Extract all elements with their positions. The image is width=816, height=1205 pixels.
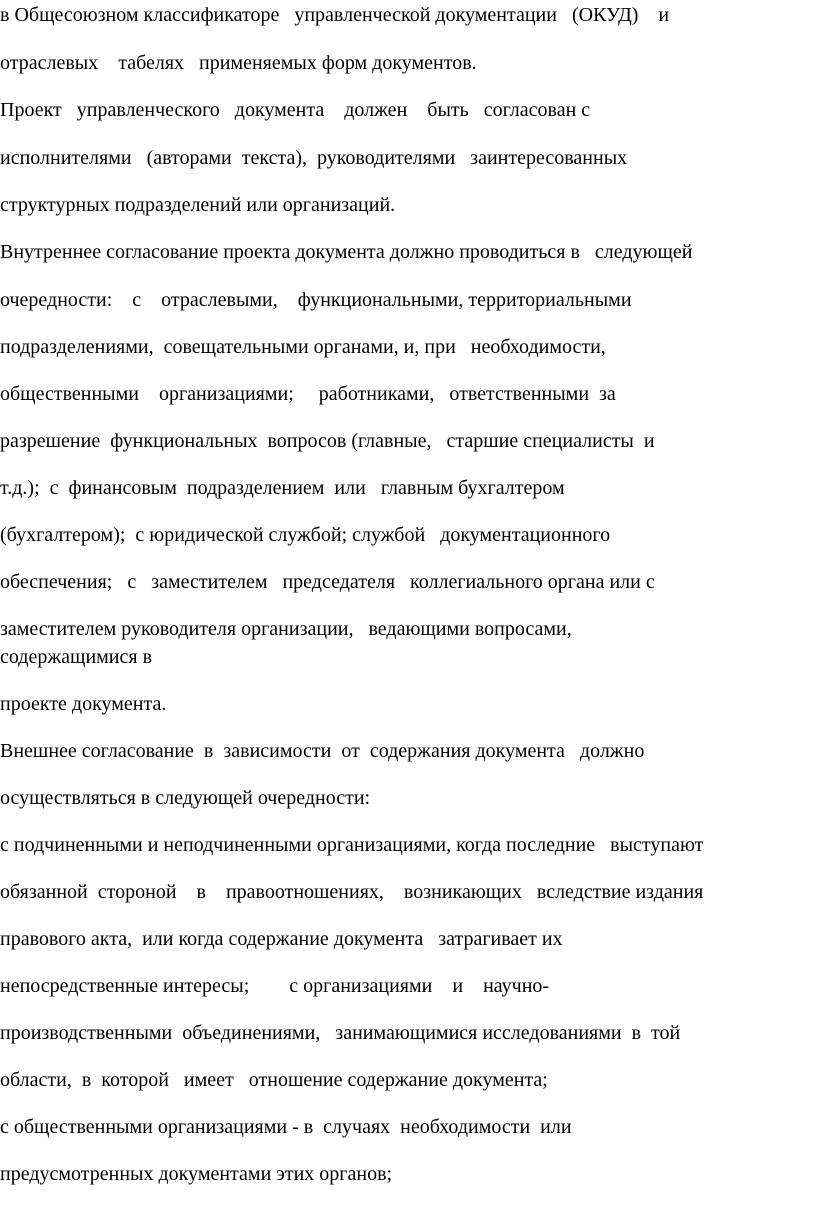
text-line: подразделениями, совещательными органами, и, при необходимости, bbox=[0, 336, 606, 358]
text-line: в Общесоюзном классификаторе управленческой документации (ОКУД) и bbox=[0, 4, 670, 26]
text-line: общественными организациями; работниками, ответственными за bbox=[0, 383, 616, 405]
text-line: проекте документа. bbox=[0, 693, 167, 715]
text-line: Внешнее согласование в зависимости от содержания документа должно bbox=[0, 740, 645, 762]
text-line: обязанной стороной в правоотношениях, возникающих вследствие издания bbox=[0, 881, 704, 903]
text-line: непосредственные интересы; с организациями и научно- bbox=[0, 975, 550, 997]
text-line: правового акта, или когда содержание документа затрагивает их bbox=[0, 928, 563, 950]
text-line: очередности: с отраслевыми, функциональными, территориальными bbox=[0, 289, 632, 311]
text-line: содержащимися в bbox=[0, 646, 153, 668]
text-line: исполнителями (авторами текста), руководителями заинтересованных bbox=[0, 147, 628, 169]
text-line: области, в которой имеет отношение содержание документа; bbox=[0, 1069, 548, 1091]
text-line: отраслевых табелях применяемых форм документов. bbox=[0, 52, 477, 74]
text-line: с подчиненными и неподчиненными организациями, когда последние выступают bbox=[0, 834, 704, 856]
text-line: Проект управленческого документа должен быть согласован с bbox=[0, 99, 591, 121]
text-line: с общественными организациями - в случаях необходимости или bbox=[0, 1116, 572, 1138]
text-line: заместителем руководителя организации, ведающими вопросами, bbox=[0, 618, 572, 640]
text-line: предусмотренных документами этих органов; bbox=[0, 1163, 393, 1185]
text-line: (бухгалтером); с юридической службой; службой документационного bbox=[0, 524, 611, 546]
text-line: разрешение функциональных вопросов (главные, старшие специалисты и bbox=[0, 430, 655, 452]
text-line: обеспечения; с заместителем председателя коллегиального органа или с bbox=[0, 571, 655, 593]
text-line: структурных подразделений или организаций. bbox=[0, 194, 396, 216]
text-line: производственными объединениями, занимающимися исследованиями в той bbox=[0, 1022, 681, 1044]
text-line: осуществляться в следующей очередности: bbox=[0, 787, 371, 809]
text-line: т.д.); с финансовым подразделением или главным бухгалтером bbox=[0, 477, 565, 499]
text-line: Внутреннее согласование проекта документа должно проводиться в следующей bbox=[0, 241, 693, 263]
